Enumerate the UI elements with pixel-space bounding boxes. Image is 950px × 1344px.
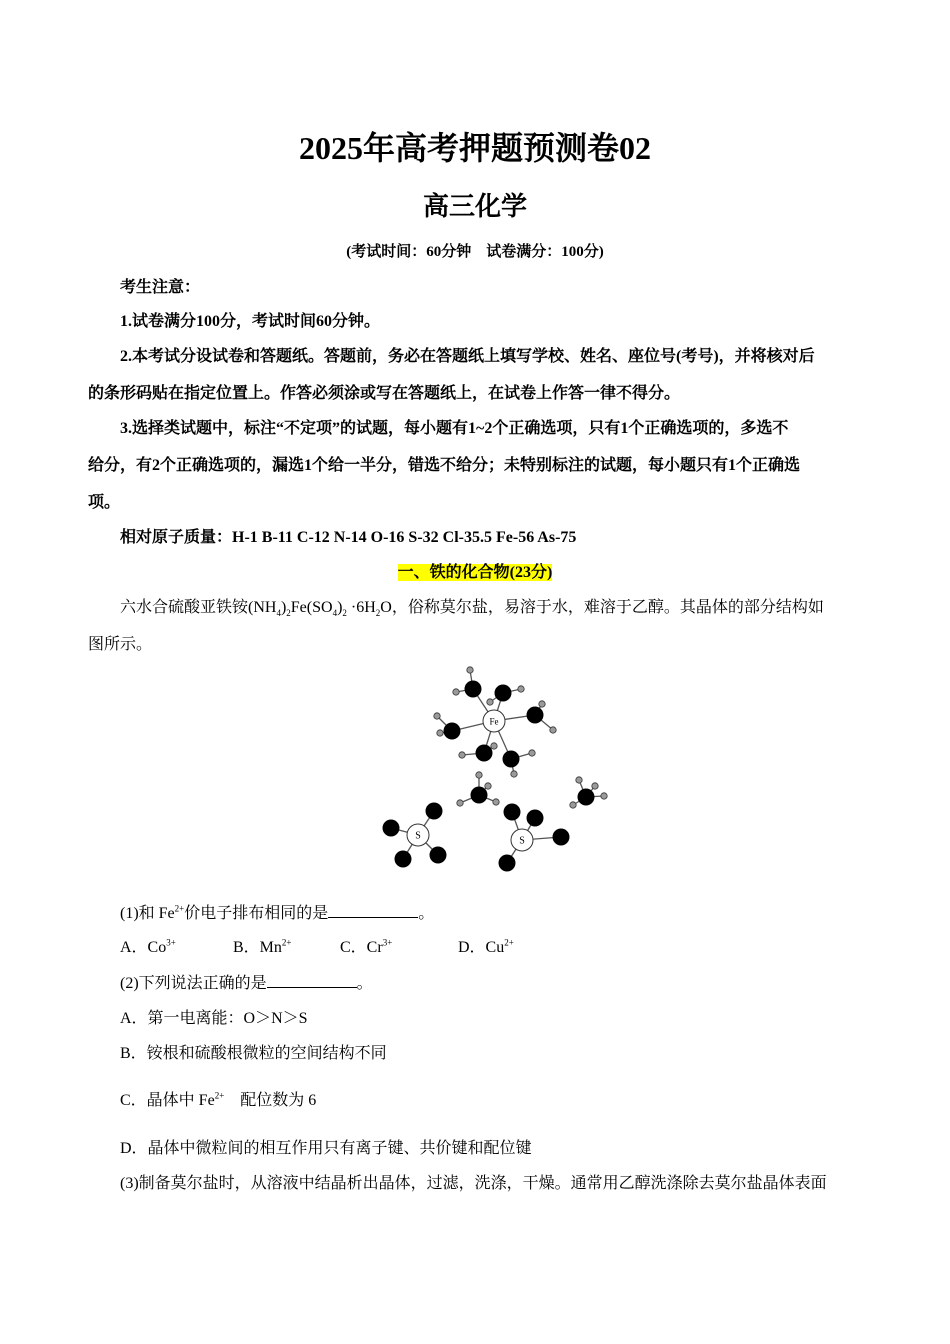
- q1-option-a[interactable]: [120, 938, 176, 958]
- q1-option-c-label: C．Cr: [340, 939, 383, 956]
- q1-option-a-label: A．Co: [120, 939, 167, 956]
- intro-text-5: ·6H: [346, 599, 376, 616]
- notice-item-2-line-1: 2.本考试分设试卷和答题纸。答题前，务必在答题纸上填写学校、姓名、座位号(考号)，并将核对后: [120, 348, 815, 365]
- fe-label: Fe: [489, 716, 499, 727]
- q2-option-b[interactable]: B．铵根和硫酸根微粒的空间结构不同: [120, 1045, 387, 1062]
- atomic-masses: 相对原子质量：H-1 B-11 C-12 N-14 O-16 S-32 Cl-35.5 Fe-56 As-75: [120, 529, 577, 546]
- intro-sub-5: 2: [375, 608, 381, 619]
- intro-line-2: 图所示。: [88, 636, 153, 653]
- q2-stem: (2)下列说法正确的是: [120, 975, 267, 992]
- q2-option-c-post: 配位数为 6: [224, 1092, 317, 1109]
- notice-heading: 考生注意：: [120, 279, 201, 296]
- page-subtitle: 高三化学: [422, 192, 527, 222]
- question-3-line-1: (3)制备莫尔盐时，从溶液中结晶析出晶体，过滤，洗涤，干燥。通常用乙醇洗涤除去莫尔盐晶体表面: [120, 1175, 827, 1192]
- central-atoms: [407, 710, 533, 851]
- q2-option-a[interactable]: A．第一电离能：O＞N＞S: [120, 1010, 308, 1027]
- q1-text-post: 价电子排布相同的是: [184, 905, 329, 922]
- crystal-structure-figure: [378, 662, 618, 874]
- q1-option-a-sup: 3+: [166, 937, 176, 948]
- intro-text-3: Fe(SO: [290, 599, 333, 616]
- section-heading: 一、铁的化合物(23分): [397, 564, 553, 581]
- notice-item-2-line-2: 的条形码贴在指定位置上。作答必须涂或写在答题纸上，在试卷上作答一律不得分。: [88, 385, 681, 402]
- intro-sub-2: 2: [286, 608, 291, 619]
- q2-answer-blank[interactable]: [267, 973, 357, 988]
- page-title: 2025年高考押题预测卷02: [298, 130, 651, 166]
- intro-text-6: O，俗称莫尔盐，易溶于水，难溶于乙醇。其晶体的部分结构如: [380, 599, 824, 616]
- q2-option-d[interactable]: D．晶体中微粒间的相互作用只有离子键、共价键和配位键: [120, 1140, 532, 1157]
- s-label-1: S: [415, 830, 421, 842]
- question-1: [120, 903, 434, 924]
- notice-item-3-line-1: 3.选择类试题中，标注“不定项”的试题，每小题有1~2个正确选项，只有1个正确选项的，多选不: [120, 420, 789, 437]
- q1-option-d[interactable]: [458, 938, 514, 958]
- q1-option-c[interactable]: [340, 938, 392, 958]
- q1-text-pre: (1)和 Fe: [120, 905, 175, 922]
- s-label-2: S: [519, 835, 525, 847]
- notice-item-3-line-3: 项。: [88, 494, 121, 511]
- intro-sub-1: 4: [276, 608, 281, 619]
- q1-text-end: 。: [418, 905, 435, 922]
- q1-option-c-sup: 3+: [382, 937, 393, 948]
- q1-answer-blank[interactable]: [328, 903, 418, 918]
- q1-option-d-label: D．Cu: [458, 939, 505, 956]
- exam-info: (考试时间：60分钟 试卷满分：100分): [346, 244, 604, 260]
- q1-option-b-label: B．Mn: [233, 939, 282, 956]
- intro-text-2: ): [280, 599, 287, 616]
- q2-option-c[interactable]: [120, 1091, 316, 1111]
- q1-option-b-sup: 2+: [281, 937, 292, 948]
- section-heading-wrap: [0, 563, 950, 583]
- intro-text-4: ): [337, 599, 343, 616]
- intro-sub-4: 2: [342, 608, 347, 619]
- q1-option-d-sup: 2+: [504, 937, 514, 948]
- notice-item-1: 1.试卷满分100分，考试时间60分钟。: [120, 313, 381, 330]
- intro-text-1: 六水合硫酸亚铁铵(NH: [120, 599, 277, 616]
- q2-text-end: 。: [356, 975, 373, 992]
- q2-option-c-pre: C．晶体中 Fe: [120, 1092, 215, 1109]
- notice-item-3-line-2: 给分，有2个正确选项的，漏选1个给一半分，错选不给分；未特别标注的试题，每小题只有1个正确选: [88, 457, 801, 474]
- intro-line-1: [120, 598, 824, 618]
- question-2: [120, 973, 373, 994]
- q2-option-c-sup: 2+: [214, 1090, 225, 1101]
- q1-option-b[interactable]: [233, 938, 291, 958]
- intro-sub-3: 4: [332, 608, 338, 619]
- q1-sup: 2+: [174, 903, 185, 914]
